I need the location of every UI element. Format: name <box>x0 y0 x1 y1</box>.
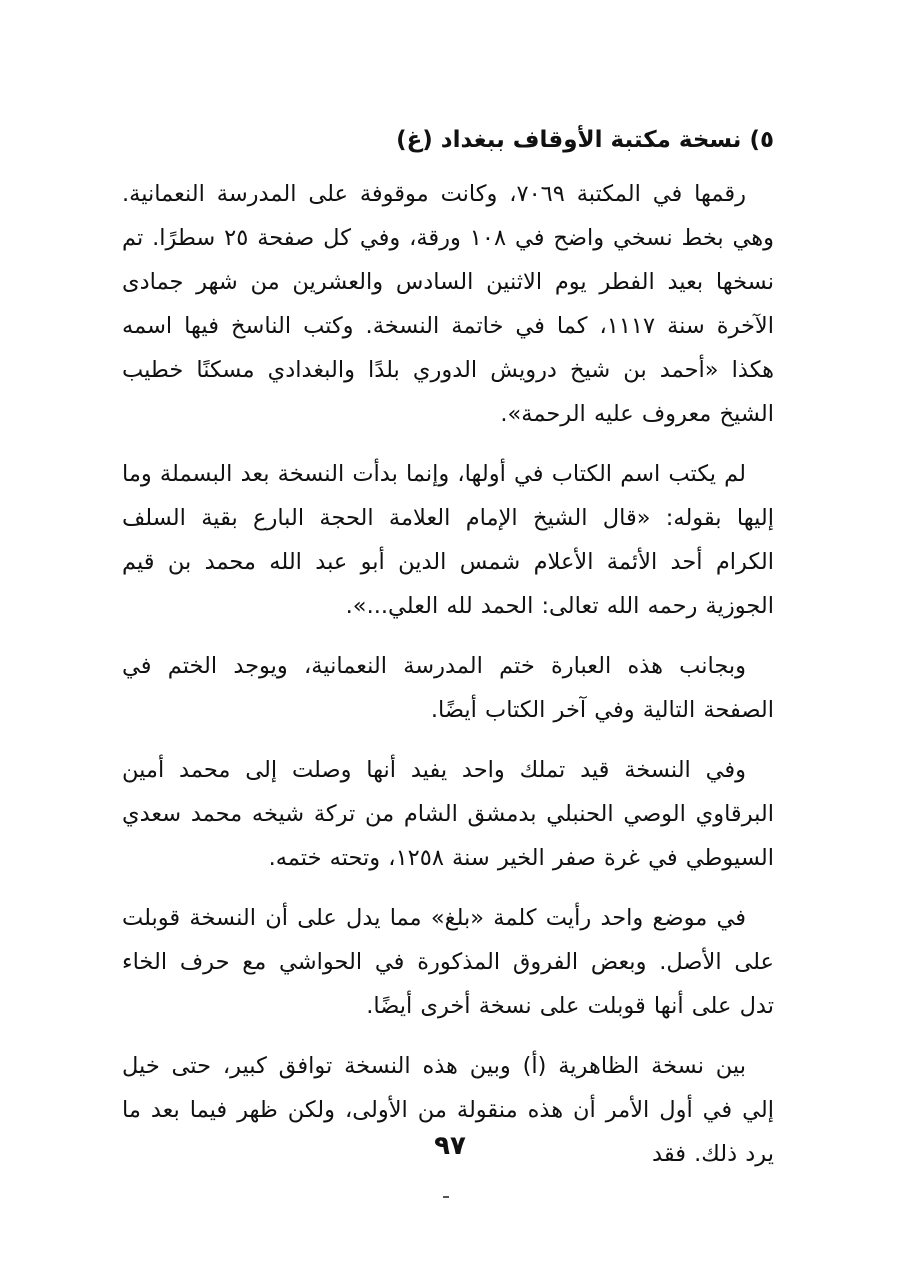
paragraph-6: بين نسخة الظاهرية (أ) وبين هذه النسخة توافق كبير، حتى خيل إلي في أول الأمر أن هذه منقولة من الأولى، ولكن ظهر فيما بعد ما يرد ذلك. فقد <box>122 1053 774 1167</box>
paragraph-4: وفي النسخة قيد تملك واحد يفيد أنها وصلت إلى محمد أمين البرقاوي الوصي الحنبلي بدمشق الشام من تركة شيخه محمد سعدي السيوطي في غرة صفر الخير سنة ١٢٥٨، وتحته ختمه. <box>122 757 774 871</box>
paragraph-5: في موضع واحد رأيت كلمة «بلغ» مما يدل على أن النسخة قوبلت على الأصل. وبعض الفروق المذكورة في الحواشي مع حرف الخاء تدل على أنها قوبلت على نسخة أخرى أيضًا. <box>122 905 774 1019</box>
section-heading: ٥) نسخة مكتبة الأوقاف ببغداد (غ) <box>396 127 774 153</box>
paragraph-3: وبجانب هذه العبارة ختم المدرسة النعمانية، ويوجد الختم في الصفحة التالية وفي آخر الكتاب أيضًا. <box>122 653 774 723</box>
page-number: ٩٧ <box>434 1131 466 1161</box>
footer-mark <box>443 1196 449 1198</box>
body-text <box>122 172 774 1192</box>
paragraph-2: لم يكتب اسم الكتاب في أولها، وإنما بدأت النسخة بعد البسملة وما إليها بقوله: «قال الشيخ الإمام العلامة الحجة البارع بقية السلف الكرام أحد الأئمة الأعلام شمس الدين أبو عبد الله محمد بن قيم الجوزية رحمه الله تعالى: الحمد لله العلي...». <box>122 461 774 619</box>
paragraph-1: رقمها في المكتبة ٧٠٦٩، وكانت موقوفة على المدرسة النعمانية. وهي بخط نسخي واضح في ١٠٨ ورقة، وفي كل صفحة ٢٥ سطرًا. تم نسخها بعيد الفطر يوم الاثنين السادس والعشرين من شهر جمادى الآخرة سنة ١١١٧، كما في خاتمة النسخة. وكتب الناسخ فيها اسمه هكذا «أحمد بن شيخ درويش الدوري بلدًا والبغدادي مسكنًا خطيب الشيخ معروف عليه الرحمة». <box>122 181 775 427</box>
